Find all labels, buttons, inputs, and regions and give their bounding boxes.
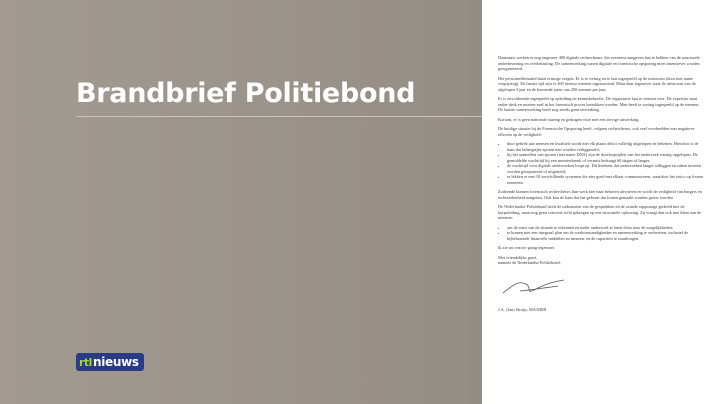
logo-nieuws-text: nieuws xyxy=(92,355,139,369)
letter-paragraph: De huidige situatie bij de Forensische Opsporing heeft, volgens rechercheurs, ook veel voorbeelden met negatieve effecten op de veiligheid: xyxy=(498,126,695,137)
letter-bullet: • om de ernst van de situatie te erkennen en nader onderzoek te laten doen naar de mogelijkheden; xyxy=(507,225,704,231)
rtl-nieuws-logo xyxy=(76,353,144,371)
letter-closing: Met vriendelijke groet, xyxy=(498,254,538,260)
letter-paragraph: Er is onvoldoende ingespeeld op opleiding en kennisbehoefte. De organisatie laat te wensen over. De expertise staat onder druk en moeten snel in het forensisch proces betrokken worden. Men heeft te weinig ingespeeld op de mensen. De laatste samenwerking heeft nog steeds geen uitwerking. xyxy=(498,96,700,112)
letter-body xyxy=(498,55,704,317)
letter-bullet: • door gebrek aan mensen en kwaliteit wordt niet elk plaats delict volledig uitgelopen en bekeken. Hierdoor is de kans dat belangrijke sporen niet worden veiliggesteld; xyxy=(507,141,704,152)
letter-paragraph: De Nederlandse Politiebond heeft de uitkomsten van de gesprekken en de actuele rapportage gedeeld met de korpsleiding, maar nog geen concreet zicht gekregen op een structurele oplossing. Zij vraagt dan ook met klem aan de minister: xyxy=(498,204,702,220)
letter-paragraph: Zodoende kunnen forensisch rechercheurs hun werk niet naar behoren uitvoeren en wordt de veiligheid van burgers en rechtszekerheid aangetast. Ook kan de kans dat het gebeurt dat fouten gemaakt worden groter worden. xyxy=(498,189,702,200)
letter-bullet: • er lekken er met 10 verschillende systemen die niet goed met elkaar communiceren, waardoor het risico op fouten toeneemt. xyxy=(507,174,704,185)
headline-divider xyxy=(76,116,482,117)
letter-bullet: • te komen met een integraal plan om de werkomstandigheden en samenwerking te verbeteren, inclusief de bijbehorende financiële middelen en mensen, en de capaciteit te waarborgen. xyxy=(507,230,704,241)
letter-bullet-list xyxy=(498,141,704,185)
letter-paragraph: Ik zie uw reactie graag tegemoet. xyxy=(498,245,556,250)
letter-closing-org: namens de Nederlandse Politiebond, xyxy=(498,260,561,265)
letter-bullet: • de wachttijd voor digitale onderzoeken loopt op. Dit betekent dat onderzoeken langer stilliggen en zaken moeten worden geseponeerd of uitgesteld; xyxy=(507,163,704,174)
letter-paragraph: Het personeelsbestand baart ernstige zorgen. Er is te weinig en te laat ingespeeld op de uitstroom (door met name vergrijzing). De laatste tijd zijn er 200 nieuwe mensen ingestroomd. Maar daar tegenover staat de uitstroom van de afgelopen 3 jaar en de komende jaren van 200 mensen per jaar. xyxy=(498,75,696,92)
letter-bullet-list xyxy=(498,225,704,242)
letter-signatory: J.A. (Jan) Struijs, MA/MMI xyxy=(498,307,547,312)
letter-document xyxy=(482,0,720,404)
letter-paragraph: Kortom, er is geen nationale sturing en gedragen visie met een stevige uitwerking. xyxy=(498,116,640,122)
logo-rtl-text: rtl xyxy=(79,355,92,369)
headline: Brandbrief Politiebond xyxy=(76,78,416,109)
handwritten-signature xyxy=(500,276,570,298)
letter-paragraph: Daarnaast werken er nog ongeveer 400 digitale rechercheurs, die eveneens aangeven last te hebben van de structurele onderbezetting en overbelasting. De samenwerking tussen digitale en forensische opsporing moet intensiever worden georganiseerd. xyxy=(498,55,700,71)
letter-bullet: • bij het aantreffen van sporen (met name DNA) zijn de doorlooptijden van het onderzoek ernstig opgelopen. De gemiddelde wachttijd bij een monsterbreuk of vermist bedraagt 60 dagen of langer; xyxy=(507,152,704,163)
